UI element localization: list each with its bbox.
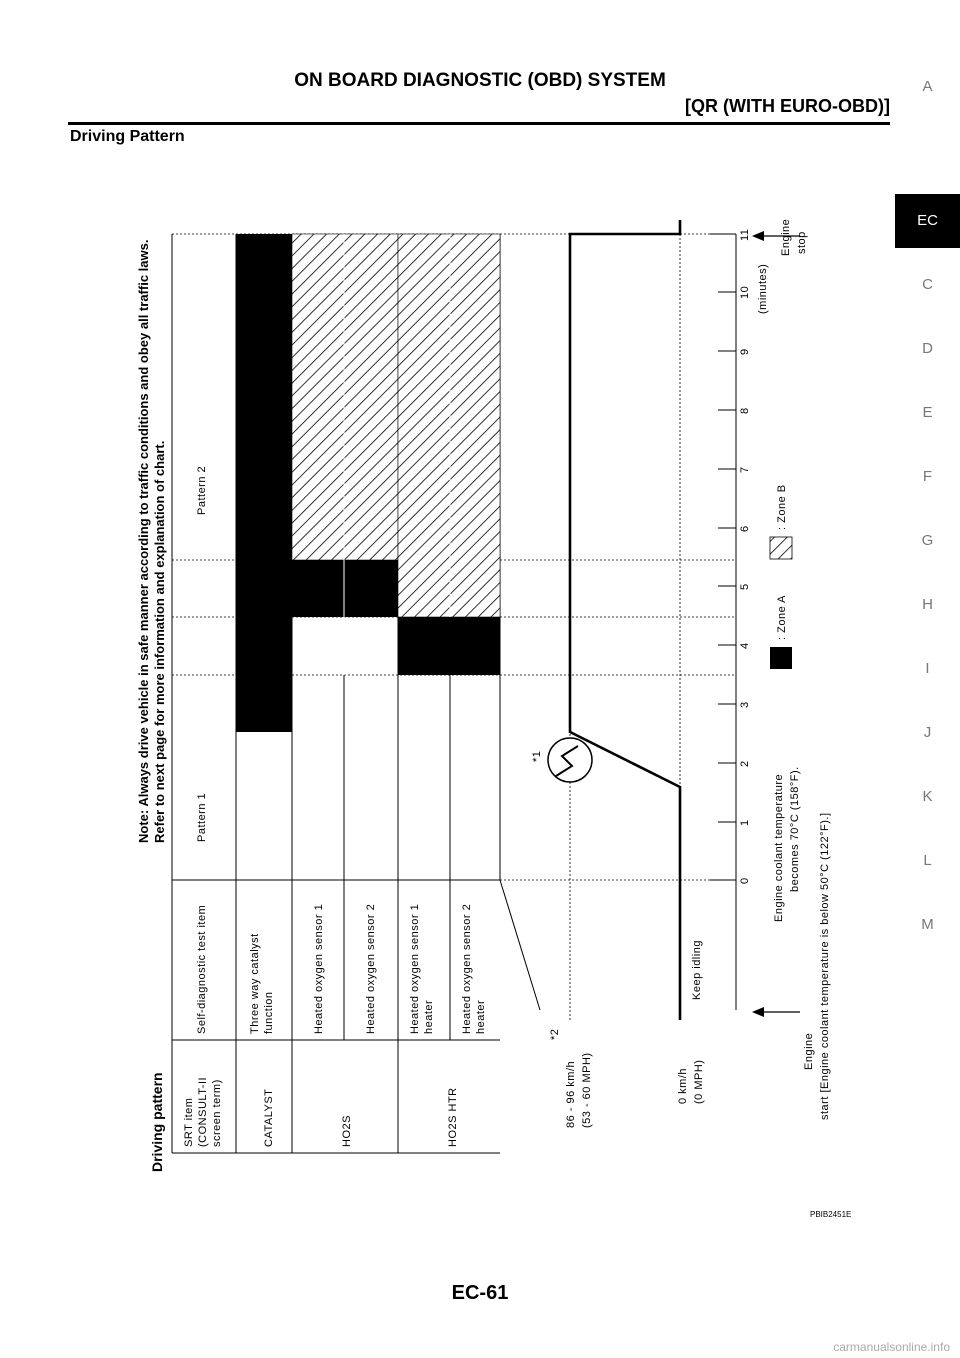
zone-a-ho2s-htr [398, 617, 500, 675]
side-tab-a[interactable]: A [922, 78, 933, 95]
side-tab-i[interactable]: I [925, 660, 930, 677]
speed-zero-kmh: 0 km/h [677, 1067, 689, 1104]
minute-label: 5 [739, 583, 751, 590]
side-tab-f[interactable]: F [922, 468, 933, 485]
htr-sensor-2-line: Heated oxygen sensor 2 [461, 903, 473, 1034]
minute-label: 2 [739, 760, 751, 767]
coolant-note-line: becomes 70°C (158°F). [789, 766, 801, 892]
zone-a-ho2s [292, 560, 398, 617]
engine-start-line: start [Engine coolant temperature is below 50°C (122°F).] [819, 812, 831, 1120]
engine-start-line: Engine [803, 1032, 815, 1070]
legend-zone-b-swatch [770, 537, 792, 559]
minutes-unit: (minutes) [757, 263, 769, 314]
zone-a-catalyst [236, 234, 292, 732]
minute-label: 4 [739, 642, 751, 649]
break-mark-circle [548, 738, 592, 782]
speed-zero-mph: (0 MPH) [693, 1059, 705, 1104]
minute-labels [739, 229, 751, 884]
minute-label: 6 [739, 525, 751, 532]
diagram-title: Driving pattern [149, 1072, 165, 1172]
side-tab-g[interactable]: G [921, 532, 934, 549]
engine-stop-arrow [752, 231, 800, 241]
row-ho2s-htr: HO2S HTR [447, 1087, 459, 1147]
minute-label: 7 [739, 466, 751, 473]
legend-zone-b-label: : Zone B [776, 484, 788, 530]
watermark: carmanualsonline.info [833, 1340, 950, 1354]
minute-label: 10 [739, 285, 751, 299]
page-title: ON BOARD DIAGNOSTIC (OBD) SYSTEM [294, 70, 666, 91]
section-title: Driving Pattern [70, 128, 185, 145]
speed-high-kmh: 86 - 96 km/h [565, 1060, 577, 1128]
mark-2: *2 [549, 1028, 561, 1040]
htr-sensor-2-line: heater [475, 999, 487, 1034]
minute-label: 3 [739, 701, 751, 708]
minute-label: 1 [739, 819, 751, 826]
side-tab-ec[interactable]: EC [895, 194, 960, 248]
engine-stop-line: Engine [780, 218, 792, 256]
column-header-srt [183, 1077, 223, 1147]
side-tab-k[interactable]: K [922, 788, 933, 805]
htr-sensor-1-line: Heated oxygen sensor 1 [409, 903, 421, 1034]
side-tab-h[interactable]: H [922, 596, 933, 613]
speed-profile-line [570, 220, 680, 1020]
side-tab-l[interactable]: L [923, 852, 932, 869]
note-line-1: Note: Always drive vehicle in safe manner according to traffic conditions and obey all traffic laws. [136, 239, 151, 843]
pattern-2-label: Pattern 2 [196, 465, 208, 515]
srt-header-line: (CONSULT-II [197, 1076, 209, 1147]
catalyst-item-line: function [263, 991, 275, 1034]
legend-zone-a-swatch [770, 647, 792, 669]
srt-header-line: SRT item [183, 1097, 195, 1147]
minute-label: 8 [739, 407, 751, 414]
speed-high-mph: (53 - 60 MPH) [581, 1052, 593, 1128]
figure-code: PBIB2451E [810, 1210, 852, 1219]
engine-start-arrow [752, 1007, 800, 1017]
side-tab-j[interactable]: J [923, 724, 932, 741]
time-axis [710, 234, 736, 1010]
row-catalyst: CATALYST [263, 1088, 275, 1147]
coolant-note-line: Engine coolant temperature [773, 773, 785, 922]
row-ho2s: HO2S [341, 1115, 353, 1147]
side-tab-e[interactable]: E [922, 404, 933, 421]
srt-header-line: screen term) [211, 1079, 223, 1147]
zone-b-ho2s [292, 234, 398, 560]
minute-label: 11 [739, 228, 751, 241]
catalyst-item-line: Three way catalyst [249, 933, 261, 1034]
ho2s-sensor-1: Heated oxygen sensor 1 [313, 903, 325, 1034]
side-tab-c[interactable]: C [922, 276, 933, 293]
legend-zone-a-label: : Zone A [776, 595, 788, 640]
column-header-test-item: Self-diagnostic test item [196, 904, 208, 1034]
htr-sensor-1-line: heater [423, 999, 435, 1034]
note-line-2: Refer to next page for more information and explanation of chart. [152, 440, 167, 843]
side-tab-m[interactable]: M [921, 916, 934, 933]
keep-idling-label: Keep idling [691, 940, 703, 1000]
zone-b-ho2s-htr [398, 234, 500, 617]
side-tab-d[interactable]: D [922, 340, 933, 357]
ho2s-sensor-2: Heated oxygen sensor 2 [365, 903, 377, 1034]
pattern-1-label: Pattern 1 [196, 792, 208, 842]
engine-stop-line: stop [796, 231, 808, 254]
minute-label: 9 [739, 348, 751, 355]
page-subtitle: [QR (WITH EURO-OBD)] [685, 96, 890, 116]
mark-1: *1 [531, 750, 543, 762]
page-number: EC-61 [451, 1282, 509, 1304]
minute-label: 0 [739, 877, 751, 884]
